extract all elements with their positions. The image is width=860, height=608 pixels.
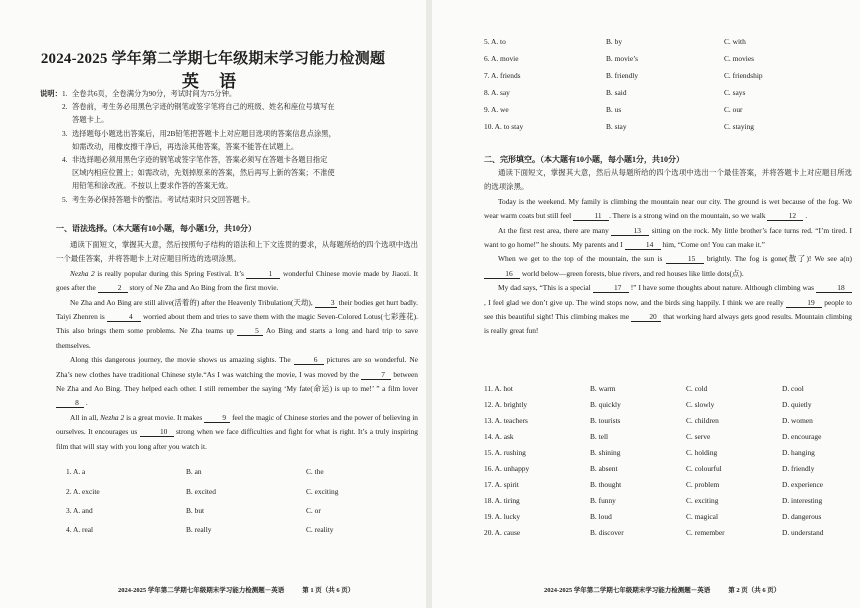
passage-paragraph: All in all, Nezha 2 is a great movie. It makes 9 feel the magic of Chinese stories and the power of believing in ourselves. It encourages us 10 strong when we face difficulties and fight for what is right. It’s a truly inspiring film that will stay with you long after you watch it. <box>56 412 419 451</box>
passage-paragraph: When we get to the top of the mountain, the sun is 15 brightly. The fog is gone(散了)! We see a(n) 16 world below—green forests, blue rivers, and red houses like little dots(点). <box>484 252 852 281</box>
note-text: 选择题每小题选出答案后，用2B铅笔把答题卡上对应题目选项的答案信息点涂黑， <box>72 128 336 138</box>
option-row-19 <box>484 511 856 523</box>
option-a: 3. A. and <box>66 506 93 515</box>
note-item <box>40 87 418 100</box>
option-c: C. magical <box>686 512 719 521</box>
section2-instructions: 通读下面短文，掌握其大意，然后从每题所给的四个选项中选出一个最佳答案，并将答题卡上对应题目所选的选项涂黑。 <box>484 168 852 192</box>
option-row-16 <box>484 463 856 475</box>
option-row-11 <box>484 383 856 395</box>
blank-16: 16 <box>484 269 520 279</box>
option-row-10 <box>484 121 854 133</box>
option-b: B. shining <box>590 448 621 457</box>
option-c: C. with <box>724 37 746 46</box>
option-c: C. holding <box>686 448 718 457</box>
note-number: 1. <box>62 89 68 98</box>
option-a: 8. A. say <box>484 88 510 97</box>
option-c: C. slowly <box>686 400 715 409</box>
note-item <box>40 100 418 113</box>
option-d: D. dangerous <box>782 512 822 521</box>
section1-passage <box>56 238 418 454</box>
option-c: C. children <box>686 416 719 425</box>
blank-1: 1 <box>246 269 280 279</box>
option-d: D. understand <box>782 528 824 537</box>
option-d: D. encourage <box>782 432 822 441</box>
exam-title: 2024-2025 学年第二学期七年级期末学习能力检测题 <box>40 51 386 67</box>
option-row-17 <box>484 479 856 491</box>
option-row-13 <box>484 415 856 427</box>
option-a: 19. A. lucky <box>484 512 521 521</box>
option-b: B. an <box>186 467 202 476</box>
option-b: B. excited <box>186 487 216 496</box>
option-c: C. movies <box>724 54 754 63</box>
note-number: 3. <box>62 128 68 138</box>
option-c: C. our <box>724 105 743 114</box>
option-c: C. exciting <box>306 487 339 496</box>
option-a: 20. A. cause <box>484 528 521 537</box>
option-row-6 <box>484 53 854 65</box>
blank-13: 13 <box>611 226 649 236</box>
option-b: B. thought <box>590 480 622 489</box>
footer-text: 2024-2025 学年第二学期七年级期末学习能力检测题－英语 <box>544 587 711 594</box>
section1-heading: 一、语法选择。（本大题有10小题，每小题1分，共10分） <box>56 224 256 233</box>
option-c: C. friendship <box>724 71 763 80</box>
option-b: B. us <box>606 105 622 114</box>
note-text: 用铅笔和涂改液。不按以上要求作答的答案无效。 <box>72 181 233 191</box>
option-d: D. experience <box>782 480 824 489</box>
option-row-2 <box>66 486 416 498</box>
option-d: D. hanging <box>782 448 815 457</box>
option-row-8 <box>484 87 854 99</box>
option-a: 12. A. brightly <box>484 400 528 409</box>
footer-page-2 <box>544 585 780 594</box>
option-b: B. discover <box>590 528 624 537</box>
option-row-12 <box>484 399 856 411</box>
option-a: 4. A. real <box>66 525 94 534</box>
page-number: 第 1 页（共 6 页） <box>302 587 355 594</box>
section1-instructions: 通读下面短文，掌握其大意，然后按照句子结构的语法和上下文连贯的要求，从每题所给的四个选项中选出一个最佳答案，并将答题卡上对应题目所选的选项涂黑。 <box>56 240 418 264</box>
option-b: B. but <box>186 506 205 515</box>
option-c: C. says <box>724 88 746 97</box>
blank-20: 20 <box>631 312 661 322</box>
option-b: B. tell <box>590 432 609 441</box>
blank-5: 5 <box>237 326 263 336</box>
option-row-5 <box>484 36 854 48</box>
blank-3: 3 <box>315 298 337 308</box>
note-text: 答卷前，考生务必用黑色字迹的钢笔或签字笔将自己的班级、姓名和座位号填写在 <box>72 102 335 112</box>
option-b: B. stay <box>606 122 627 131</box>
option-d: D. quietly <box>782 400 812 409</box>
option-c: C. cold <box>686 384 708 393</box>
note-text: 全卷共6页，全卷满分为90分，考试时间为75分钟。 <box>72 89 237 98</box>
blank-19: 19 <box>786 298 822 308</box>
instructions-notes <box>40 87 418 206</box>
passage-paragraph: Today is the weekend. My family is climbing the mountain near our city. The ground is wet because of the fog. We wear warm coats but still feel 11 . There is a strong wind on the mountain, so we walk 12 . <box>484 196 852 221</box>
subject-title: 英 语 <box>181 72 245 91</box>
passage-paragraph: At the first rest area, there are many 13 sitting on the rock. My little brother’s face turns red. “I’m tired. I want to go home!” he shouts. My parents and I 14 him, “Come on! You can make it.” <box>484 225 853 250</box>
option-a: 7. A. friends <box>484 71 521 80</box>
option-b: B. said <box>606 88 627 97</box>
blank-4: 4 <box>107 312 141 322</box>
blank-6: 6 <box>294 355 324 365</box>
option-d: D. interesting <box>782 496 823 505</box>
passage-paragraph: My dad says, “This is a special 17 !” I have some thoughts about nature. Although climbing was 18 , I feel glad we don’t give up. The wind stops now, and the birds sing happily. I think we are really 19 people to see this beautiful sight! This climbing makes me 20 that working hard always gets good results. Mountain climbing is really great fun! <box>484 283 852 336</box>
option-a: 14. A. ask <box>484 432 514 441</box>
note-text: 答题卡上。 <box>72 115 109 125</box>
passage-paragraph: Along this dangerous journey, the movie shows us amazing sights. The 6 pictures are so wonderful. Ne Zha’s new clothes have traditional Chinese style.“As I was watching the movie, I was moved by the 7 between Ne Zha and Ao Bing. They helped each other. I still remember the saying ‘My fate(命运) is up to me!’ ” a film lover 8 . <box>56 355 418 408</box>
blank-15: 15 <box>666 254 704 264</box>
note-text: 非选择题必须用黑色字迹的钢笔或签字笔作答，答案必须写在答题卡各题目指定 <box>72 155 328 165</box>
option-row-7 <box>484 70 854 82</box>
note-number: 2. <box>62 102 68 112</box>
note-number: 4. <box>62 155 68 165</box>
blank-17: 17 <box>593 283 629 293</box>
option-a: 10. A. to stay <box>484 122 524 131</box>
option-a: 1. A. a <box>66 467 86 476</box>
option-c: C. remember <box>686 528 725 537</box>
option-b: B. by <box>606 37 623 46</box>
note-number: 5. <box>62 194 68 204</box>
option-a: 15. A. rushing <box>484 448 526 457</box>
note-text: 考生务必保持答题卡的整洁。考试结束时只交回答题卡。 <box>72 194 255 204</box>
footer-text: 2024-2025 学年第二学期七年级期末学习能力检测题－英语 <box>118 587 285 594</box>
option-a: 13. A. teachers <box>484 416 528 425</box>
option-row-4 <box>66 524 416 536</box>
note-text: 区域内相应位置上；如需改动，先划掉原来的答案，然后再写上新的答案；不准使 <box>72 168 335 178</box>
footer-page-1 <box>118 585 354 594</box>
option-b: B. really <box>186 525 212 534</box>
option-c: C. exciting <box>686 496 719 505</box>
section2-passage <box>484 166 852 339</box>
blank-9: 9 <box>204 413 230 423</box>
option-c: C. or <box>306 506 321 515</box>
blank-10: 10 <box>140 427 174 437</box>
option-a: 9. A. we <box>484 105 509 114</box>
note-item <box>40 193 418 206</box>
movie-title: Nezha 2 <box>70 268 95 278</box>
option-row-3 <box>66 505 416 517</box>
blank-11: 11 <box>573 211 609 221</box>
option-b: B. funny <box>590 496 616 505</box>
blank-14: 14 <box>625 240 661 250</box>
option-a: 2. A. excite <box>66 487 100 496</box>
exam-page-1 <box>0 0 426 608</box>
section2-heading: 二、完形填空。（本大题有10小题，每小题1分，共10分） <box>484 155 684 164</box>
option-c: C. the <box>306 467 324 476</box>
note-text: 如需改动，用橡皮擦干净后，再选涂其他答案，答案不能答在试题上。 <box>72 141 299 151</box>
notes-prefix: 说明： <box>40 89 62 98</box>
passage-paragraph: Nezha 2 is really popular during this Spring Festival. It’s 1 wonderful Chinese movie made by Jiaozi. It goes after the 2 story of Ne Zha and Ao Bing from the first movie. <box>56 268 418 293</box>
note-item <box>40 127 418 140</box>
option-d: D. women <box>782 416 813 425</box>
passage-paragraph: Ne Zha and Ao Bing are still alive(活着的) after the Heavenly Tribulation(天劫), 3 their bodies get hurt badly. Taiyi Zhenren is 4 worried about them and tries to save them with the magic Seven-Colored Lotus(七彩莲花). This also brings them some problems. Ne Zha teams up 5 Ao Bing and starts a long and hard trip to save themselves. <box>56 297 419 350</box>
option-b: B. absent <box>590 464 618 473</box>
option-b: B. loud <box>590 512 612 521</box>
option-row-15 <box>484 447 856 459</box>
option-a: 16. A. unhappy <box>484 464 530 473</box>
blank-8: 8 <box>56 398 84 408</box>
note-item <box>40 153 418 166</box>
movie-title: Nezha 2 <box>100 412 125 422</box>
option-a: 5. A. to <box>484 37 506 46</box>
page-number: 第 2 页（共 6 页） <box>728 587 781 594</box>
option-row-14 <box>484 431 856 443</box>
option-b: B. quickly <box>590 400 621 409</box>
option-row-9 <box>484 104 854 116</box>
blank-2: 2 <box>98 283 128 293</box>
option-b: B. friendly <box>606 71 639 80</box>
option-b: B. warm <box>590 384 616 393</box>
blank-18: 18 <box>816 283 852 293</box>
option-d: D. friendly <box>782 464 815 473</box>
blank-12: 12 <box>767 211 803 221</box>
option-b: B. tourists <box>590 416 621 425</box>
option-a: 18. A. tiring <box>484 496 520 505</box>
option-a: 6. A. movie <box>484 54 519 63</box>
option-c: C. reality <box>306 525 334 534</box>
option-a: 17. A. spirit <box>484 480 519 489</box>
option-b: B. movie’s <box>606 54 639 63</box>
option-c: C. problem <box>686 480 720 489</box>
exam-page-2 <box>432 0 860 608</box>
option-d: D. cool <box>782 384 804 393</box>
blank-7: 7 <box>361 370 391 380</box>
option-row-1 <box>66 466 416 478</box>
option-c: C. serve <box>686 432 711 441</box>
option-row-18 <box>484 495 856 507</box>
option-c: C. colourful <box>686 464 722 473</box>
option-c: C. staying <box>724 122 754 131</box>
option-row-20 <box>484 527 856 539</box>
option-a: 11. A. hot <box>484 384 513 393</box>
